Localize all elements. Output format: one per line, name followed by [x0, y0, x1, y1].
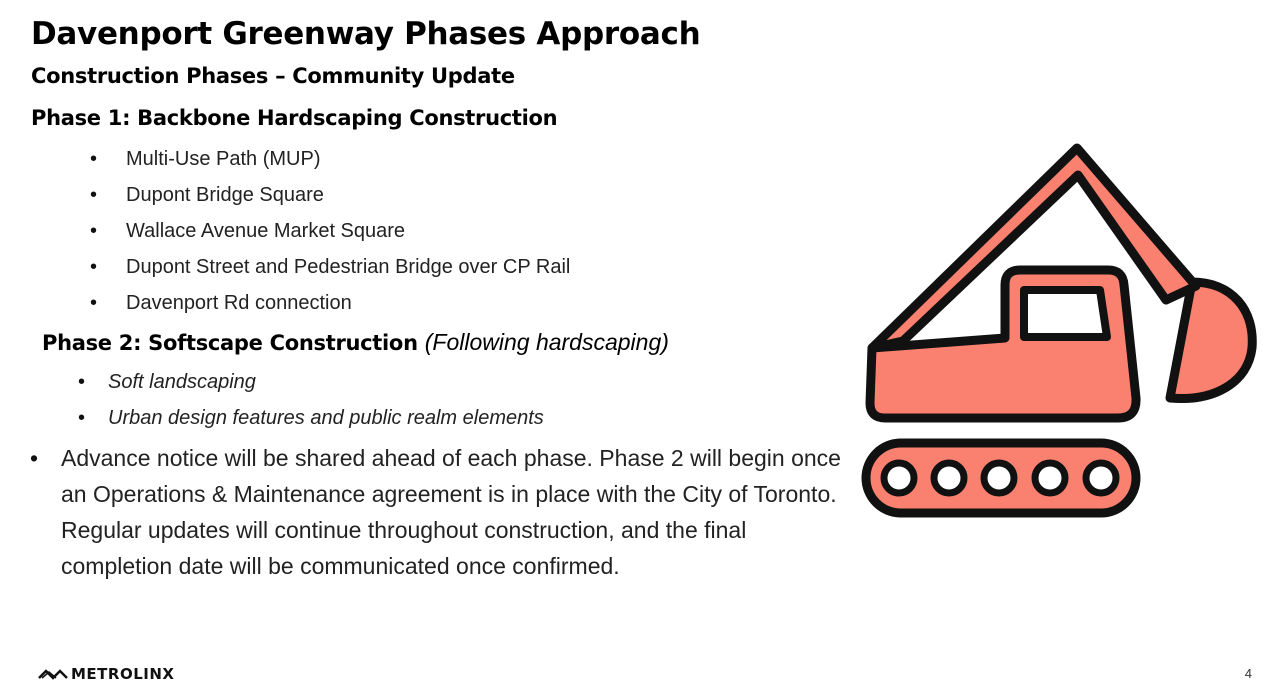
metrolinx-logo-text: METROLINX [71, 665, 175, 683]
phase1-heading-text: Phase 1: Backbone Hardscaping Construction [31, 106, 558, 130]
phase1-list [126, 144, 570, 324]
phase1-heading [31, 106, 557, 130]
metrolinx-logo-icon [38, 668, 68, 680]
excavator-bucket [1170, 282, 1252, 399]
phase2-heading [42, 329, 669, 356]
notice-bullet: • [30, 445, 39, 471]
track-wheel [1035, 463, 1065, 493]
page-number: 4 [1244, 666, 1252, 681]
track-wheel [1086, 463, 1116, 493]
footer-logo [38, 664, 174, 684]
excavator-window [1024, 290, 1107, 337]
phase2-item: • Soft landscaping [108, 367, 544, 403]
notice-text: Advance notice will be shared ahead of each phase. Phase 2 will begin once an Operations & Maintenance agreement is in place with the City of Toronto. Regular updates will continue throughout construction, and the final completion date will be communicated once confirmed. [61, 445, 841, 579]
phase1-item: • Multi-Use Path (MUP) [126, 144, 570, 180]
track-wheel [884, 463, 914, 493]
excavator-icon [855, 135, 1265, 530]
slide-title: Davenport Greenway Phases Approach [31, 16, 701, 52]
phase1-item: • Wallace Avenue Market Square [126, 216, 570, 252]
track-wheel [934, 463, 964, 493]
phase2-heading-note: (Following hardscaping) [424, 329, 669, 355]
phase1-item: • Dupont Bridge Square [126, 180, 570, 216]
phase2-heading-text: Phase 2: Softscape Construction [42, 331, 418, 355]
phase2-item: • Urban design features and public realm elements [108, 403, 544, 439]
phase2-list [108, 367, 544, 439]
track-wheel [984, 463, 1014, 493]
slide-subtitle: Construction Phases – Community Update [31, 64, 515, 88]
phase1-item: • Dupont Street and Pedestrian Bridge over CP Rail [126, 252, 570, 288]
phase1-item: • Davenport Rd connection [126, 288, 570, 324]
excavator-graphic [866, 148, 1252, 513]
